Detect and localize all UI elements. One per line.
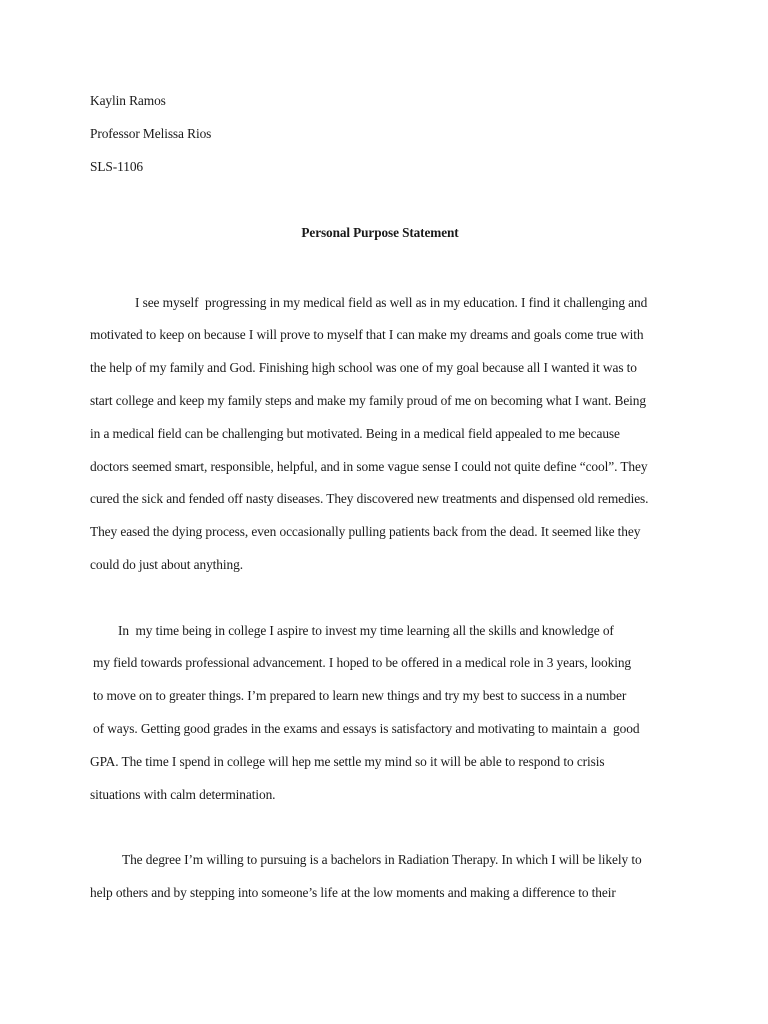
paragraph-line: The degree I’m willing to pursuing is a bachelors in Radiation Therapy. In which I will be likely to: [122, 852, 642, 867]
paragraph-line: help others and by stepping into someone’s life at the low moments and making a difference to their: [90, 885, 616, 900]
paragraph-line: of ways. Getting good grades in the exams and essays is satisfactory and motivating to maintain a good: [93, 721, 640, 736]
paragraph-line: cured the sick and fended off nasty diseases. They discovered new treatments and dispensed old remedies.: [90, 491, 649, 506]
student-name: Kaylin Ramos: [90, 93, 166, 108]
course-code: SLS-1106: [90, 159, 144, 174]
paragraph-line: in a medical field can be challenging but motivated. Being in a medical field appealed to me because: [90, 426, 620, 441]
paragraph-line: start college and keep my family steps and make my family proud of me on becoming what I want. Being: [90, 393, 646, 408]
paragraph-line: could do just about anything.: [90, 557, 243, 572]
paragraph-line: They eased the dying process, even occasionally pulling patients back from the dead. It seemed like they: [90, 524, 641, 539]
paragraph-line: to move on to greater things. I’m prepared to learn new things and try my best to success in a number: [93, 688, 627, 703]
paragraph-line: the help of my family and God. Finishing high school was one of my goal because all I wanted it was to: [90, 360, 637, 375]
paragraph-line: I see myself progressing in my medical field as well as in my education. I find it challenging and: [135, 295, 648, 310]
document-title: Personal Purpose Statement: [301, 225, 459, 240]
professor-name: Professor Melissa Rios: [90, 126, 212, 141]
paragraph-line: motivated to keep on because I will prove to myself that I can make my dreams and goals come true with: [90, 327, 644, 342]
paragraph-line: situations with calm determination.: [90, 787, 276, 802]
paragraph-line: my field towards professional advancement. I hoped to be offered in a medical role in 3 years, looking: [93, 655, 632, 670]
paragraph-line: doctors seemed smart, responsible, helpful, and in some vague sense I could not quite define “cool”. They: [90, 459, 648, 474]
paragraph-line: In my time being in college I aspire to invest my time learning all the skills and knowledge of: [118, 623, 614, 638]
paragraph-line: GPA. The time I spend in college will hep me settle my mind so it will be able to respond to crisis: [90, 754, 605, 769]
